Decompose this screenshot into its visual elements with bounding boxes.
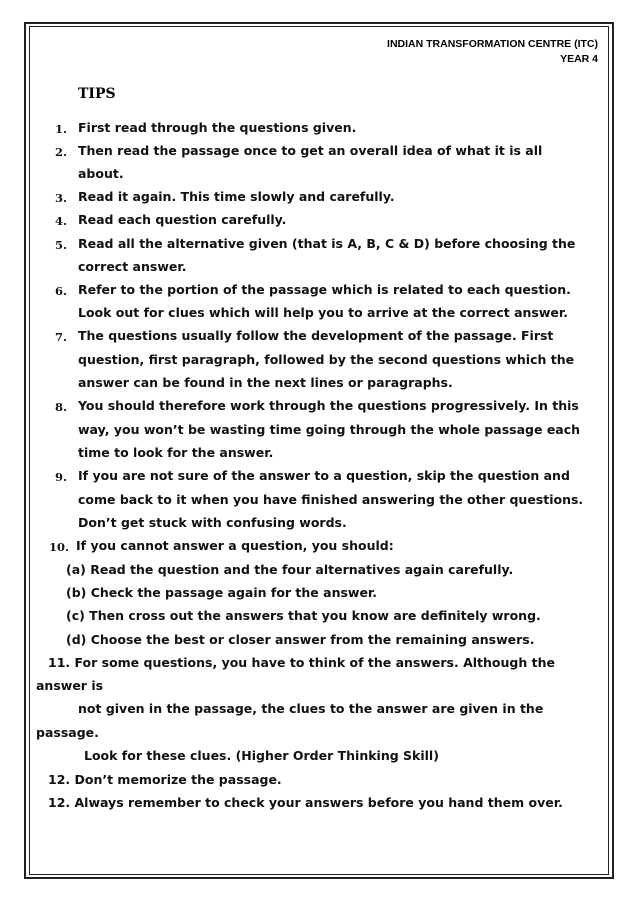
tip-line: correct answer. — [78, 259, 187, 274]
tip-number: 2. — [55, 145, 68, 159]
sub-item: (c) Then cross out the answers that you know are definitely wrong. — [66, 608, 541, 623]
tip-number: 4. — [55, 214, 68, 228]
tip-line: Look out for clues which will help you to arrive at the correct answer. — [78, 305, 568, 320]
tip-line: Don’t get stuck with confusing words. — [78, 515, 347, 530]
tip-number: 1. — [55, 122, 68, 136]
tip-line: You should therefore work through the questions progressively. In this — [78, 398, 579, 413]
page-title: TIPS — [78, 86, 116, 102]
tip-line: passage. — [36, 725, 99, 740]
tip-line: time to look for the answer. — [78, 445, 274, 460]
tip-number: 6. — [55, 284, 68, 298]
tip-line: way, you won’t be wasting time going through the whole passage each — [78, 422, 581, 437]
tip-line: The questions usually follow the development of the passage. First — [78, 328, 554, 343]
tip-line: come back to it when you have finished answering the other questions. — [78, 492, 584, 507]
tip-line: 11. For some questions, you have to think of the answers. Although the — [48, 655, 555, 670]
tip-number: 10. — [49, 540, 70, 554]
sub-item: (a) Read the question and the four alternatives again carefully. — [66, 562, 514, 577]
document-header — [387, 37, 598, 67]
tip-number: 7. — [55, 330, 68, 344]
tip-line: Read each question carefully. — [78, 212, 287, 227]
tip-line: Look for these clues. (Higher Order Thinking Skill) — [84, 748, 439, 763]
tip-number: 8. — [55, 400, 68, 414]
tip-line: not given in the passage, the clues to the answer are given in the — [78, 701, 544, 716]
header-school: INDIAN TRANSFORMATION CENTRE (ITC) — [387, 38, 598, 50]
tip-line: 12. Don’t memorize the passage. — [48, 772, 282, 787]
tip-number: 5. — [55, 238, 68, 252]
tip-line: Read it again. This time slowly and carefully. — [78, 189, 395, 204]
tip-line: Refer to the portion of the passage which is related to each question. — [78, 282, 571, 297]
sub-item: (d) Choose the best or closer answer from the remaining answers. — [66, 632, 535, 647]
tip-line: 12. Always remember to check your answers before you hand them over. — [48, 795, 563, 810]
tip-line: Read all the alternative given (that is A, B, C & D) before choosing the — [78, 236, 576, 251]
tip-line: If you are not sure of the answer to a question, skip the question and — [78, 468, 570, 483]
tip-line: question, first paragraph, followed by the second questions which the — [78, 352, 575, 367]
tip-line: about. — [78, 166, 124, 181]
sub-item: (b) Check the passage again for the answer. — [66, 585, 378, 600]
header-year: YEAR 4 — [560, 53, 598, 65]
tip-line: answer can be found in the next lines or paragraphs. — [78, 375, 453, 390]
tip-line: If you cannot answer a question, you should: — [76, 538, 394, 553]
tip-line: First read through the questions given. — [78, 120, 357, 135]
tip-number: 9. — [55, 470, 68, 484]
tip-line: answer is — [36, 678, 104, 693]
tip-number: 3. — [55, 191, 68, 205]
tip-line: Then read the passage once to get an overall idea of what it is all — [78, 143, 543, 158]
